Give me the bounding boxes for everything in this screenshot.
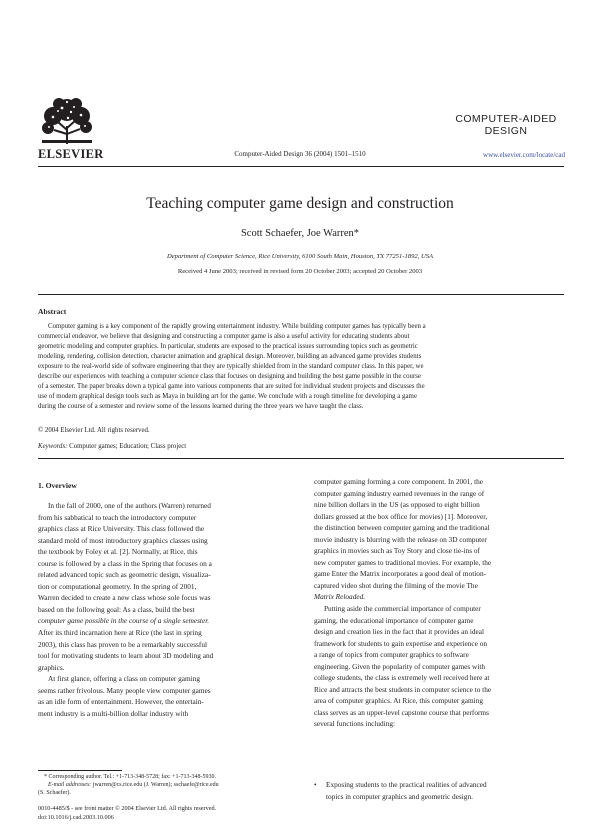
text-line: college students, the class is extremely well received here at xyxy=(314,673,490,683)
journal-title-line1: COMPUTER-AIDED xyxy=(455,113,557,125)
text-line: as an idle form of entertainment. However, the entertain- xyxy=(38,697,204,707)
elsevier-tree-icon xyxy=(38,96,96,146)
text-line: graphics class at Rice University. This class followed the xyxy=(38,524,205,534)
abstract-heading: Abstract xyxy=(38,307,67,316)
text-line: tool for motivating students to learn about 3D modeling and xyxy=(38,651,214,661)
abstract-line: describe our experiences with teaching a computer science class that focuses on designing and building the best game possible in the course xyxy=(38,373,421,380)
abstract-line: modeling, rendering, collision detection, character animation and graphical design. Moreover, building an advanced game provides students xyxy=(38,353,422,360)
text-line: At first glance, offering a class on computer gaming xyxy=(48,674,201,684)
issn-line: 0010-4485/$ - see front matter © 2004 Elsevier Ltd. All rights reserved. xyxy=(38,805,217,812)
text-line: After its third incarnation here at Rice (the last in spring xyxy=(38,628,202,638)
section-heading: 1. Overview xyxy=(38,481,77,490)
text-line: course is followed by a class in the Spring that focuses on a xyxy=(38,558,212,568)
text-line: based on the following goal: As a class, build the best xyxy=(38,604,195,614)
text-line: ment industry is a multi-billion dollar industry with xyxy=(38,708,189,718)
email-addresses: jwarren@cs.rice.edu (J. Warren); sschaefe@rice.edu xyxy=(92,782,219,788)
text-line: framework for students to gain expertise and experience on xyxy=(314,638,488,648)
abstract-top-divider xyxy=(38,294,564,295)
footnote-line: * Corresponding author. Tel.: +1-713-348-5728; fax: +1-713-348-5930. xyxy=(44,774,217,780)
abstract-line: commercial endeavor, we believe that designing and constructing a computer game is also a useful activity for educating students about xyxy=(38,333,410,340)
text-line: computer gaming industry earned revenues in the range of xyxy=(314,488,485,498)
text-line: Rice and attracts the best students in computer science to the xyxy=(314,684,492,694)
copyright-notice: © 2004 Elsevier Ltd. All rights reserved. xyxy=(38,427,150,434)
text-line: movie industry is blurring with the release on 3D computer xyxy=(314,534,487,544)
text-line: computer gaming forming a core component. In 2001, the xyxy=(314,477,483,486)
text-line: captured video shot during the filming of the movie The xyxy=(314,580,478,590)
abstract-line: of a semester. The paper breaks down a typical game into various components that are suited for individual student projects and discusses the xyxy=(38,383,425,390)
doi-line: doi:10.1016/j.cad.2003.10.006 xyxy=(38,813,114,821)
journal-url-link[interactable]: www.elsevier.com/locate/cad xyxy=(483,151,565,159)
text-line: topics in computer graphics and geometric design. xyxy=(326,791,473,801)
left-column xyxy=(38,500,285,719)
text-line: the distinction between computer gaming and the traditional xyxy=(314,523,490,533)
text-line: tion or computational geometry. In the spring of 2001, xyxy=(38,581,197,591)
publisher-name: ELSEVIER xyxy=(38,147,104,161)
header-divider xyxy=(38,166,564,167)
text-line: computer game possible in the course of a single semester. xyxy=(38,616,210,626)
text-line: engineering. Given the popularity of computer games with xyxy=(314,661,486,671)
footnote-divider xyxy=(38,770,122,771)
bullet-text xyxy=(326,779,487,802)
email-label: E-mail addresses: xyxy=(48,782,92,788)
keywords-list: Computer games; Education; Class project xyxy=(69,443,187,450)
text-line: graphics. xyxy=(38,662,65,672)
keywords xyxy=(38,443,186,450)
authors: Scott Schaefer, Joe Warren* xyxy=(240,228,360,239)
text-line: area of computer graphics. At Rice, this computer gaming xyxy=(314,696,483,706)
abstract-line: Computer gaming is a key component of the rapidly growing entertainment industry. While building computer games has typically been a xyxy=(48,323,426,330)
text-line: related advanced topic such as geometric design, visualiza- xyxy=(38,570,211,580)
affiliation: Department of Computer Science, Rice University, 6100 South Main, Houston, TX 77251-1892, USA xyxy=(166,253,434,260)
text-line: graphics in movies such as Toy Story and close tie-ins of xyxy=(314,546,480,556)
text-line: gaming, the educational importance of computer game xyxy=(314,615,474,625)
bullet-list-item xyxy=(314,779,561,802)
keywords-label: Keywords: xyxy=(38,443,68,450)
received-dates: Received 4 June 2003; received in revised form 20 October 2003; accepted 20 October 2003 xyxy=(177,268,423,275)
abstract-line: use of modern graphical design tools such as Maya in building art for the game. We conclude with a rough timeline for developing a game xyxy=(38,393,417,400)
text-line: new computer games to traditional movies. For example, the xyxy=(314,557,492,567)
text-line: seems rather frivolous. Many people view computer games xyxy=(38,685,211,695)
text-line: a range of topics from computer graphics to software xyxy=(314,650,469,660)
abstract-body xyxy=(38,322,564,412)
text-line: In the fall of 2000, one of the authors (Warren) returned xyxy=(48,501,211,510)
paper-title: Teaching computer game design and construction xyxy=(146,195,454,212)
footnote xyxy=(38,773,285,797)
footnote-line xyxy=(38,781,285,789)
abstract-bottom-divider xyxy=(38,458,564,459)
text-line: game Enter the Matrix incorporates a good deal of motion- xyxy=(314,569,487,579)
journal-title xyxy=(446,113,566,137)
text-line: dollars grossed at the box office for movies) [1]. Moreover, xyxy=(314,511,488,521)
bullet-icon: • xyxy=(314,780,317,789)
text-line: class serves as an upper-level capstone course that performs xyxy=(314,707,489,717)
journal-title-line2: DESIGN xyxy=(484,125,528,137)
footnote-line: (S. Schaefer). xyxy=(38,790,71,796)
abstract-line: during the course of a semester and review some of the lessons learned during the three years we have taught the class. xyxy=(38,403,364,410)
text-line: several functions including: xyxy=(314,719,396,729)
front-matter xyxy=(38,805,298,822)
text-line: Warren decided to create a new class whose sole focus was xyxy=(38,593,211,603)
text-line: Putting aside the commercial importance of computer xyxy=(324,604,481,614)
abstract-line: exposure to the real-world side of software engineering that they are typically shielded from in the standard computer class. In this paper, we xyxy=(38,363,424,370)
right-column xyxy=(314,476,561,730)
text-line: Matrix Reloaded. xyxy=(314,592,366,602)
journal-citation: Computer-Aided Design 36 (2004) 1501–1510 xyxy=(234,150,366,158)
text-line: nine billion dollars in the US (as opposed to eight billion xyxy=(314,500,480,510)
text-line: Exposing students to the practical realities of advanced xyxy=(326,780,487,789)
abstract-line: geometric modeling and computer graphics. In particular, students are exposed to the practical issues surrounding topics such as geometric xyxy=(38,343,418,350)
text-line: standard mold of most introductory graphics classes using xyxy=(38,535,208,545)
text-line: design and creation lies in the fact that it provides an ideal xyxy=(314,627,485,637)
text-line: 2003), this class has proven to be a remarkably successful xyxy=(38,639,207,649)
text-line: from his sabbatical to teach the introductory computer xyxy=(38,512,197,522)
text-line: the textbook by Foley et al. [2]. Normally, at Rice, this xyxy=(38,547,198,557)
